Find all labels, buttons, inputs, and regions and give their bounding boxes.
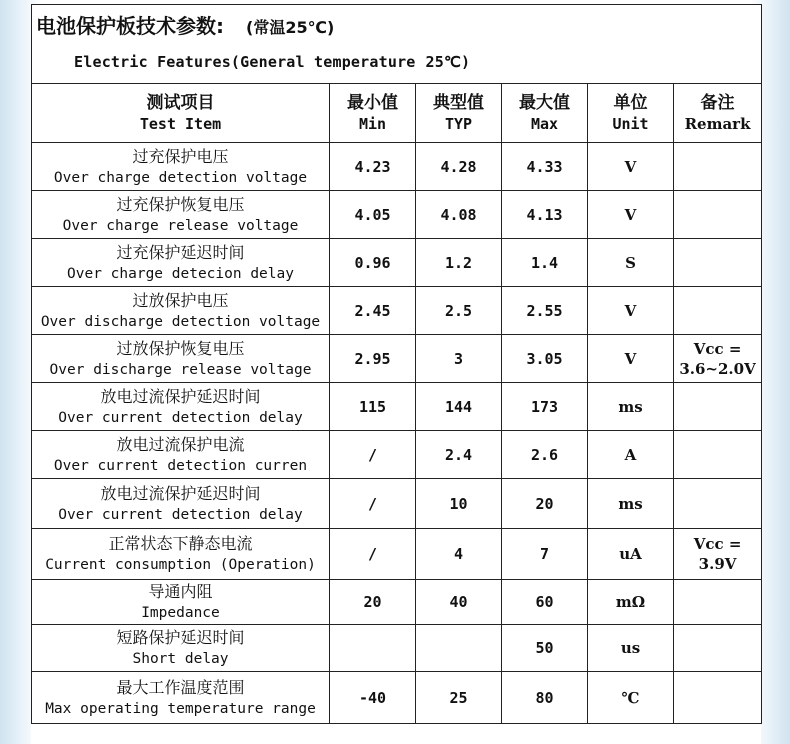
test-item-cell	[32, 287, 330, 335]
test-item-cn: 短路保护延迟时间	[116, 628, 245, 647]
remark-cell	[674, 580, 762, 625]
test-item-en: Over charge release voltage	[62, 217, 299, 234]
remark-cell	[674, 479, 762, 529]
typ-value: 2.5	[416, 287, 502, 335]
header-remark: 备注 Remark	[674, 84, 762, 143]
table-row	[32, 580, 762, 625]
header-typ: 典型值 TYP	[416, 84, 502, 143]
test-item-en: Short delay	[132, 651, 229, 667]
unit-value: ℃	[588, 672, 674, 724]
table-row	[32, 431, 762, 479]
remark-cell	[674, 529, 762, 580]
header-unit: 单位 Unit	[588, 84, 674, 143]
min-value: /	[330, 479, 416, 529]
min-value: /	[330, 529, 416, 580]
table-row	[32, 383, 762, 431]
unit-value: uA	[588, 529, 674, 580]
min-value: 2.45	[330, 287, 416, 335]
typ-value: 2.4	[416, 431, 502, 479]
test-item-cn: 最大工作温度范围	[116, 677, 245, 697]
table-row	[32, 335, 762, 383]
table-row	[32, 143, 762, 191]
test-item-cn: 过放保护恢复电压	[116, 338, 245, 358]
unit-value: S	[588, 239, 674, 287]
test-item-en: Over current detection delay	[58, 409, 303, 426]
test-item-cell	[32, 239, 330, 287]
test-item-en: Max operating temperature range	[45, 700, 316, 717]
title-row	[32, 5, 762, 84]
unit-value: us	[588, 625, 674, 672]
typ-value: 4	[416, 529, 502, 580]
typ-value: 10	[416, 479, 502, 529]
min-value: 2.95	[330, 335, 416, 383]
max-value: 60	[502, 580, 588, 625]
max-value: 173	[502, 383, 588, 431]
test-item-cell	[32, 335, 330, 383]
header-min: 最小值 Min	[330, 84, 416, 143]
test-item-en: Over charge detecion delay	[67, 265, 294, 282]
unit-value: ms	[588, 479, 674, 529]
min-value: /	[330, 431, 416, 479]
header-max: 最大值 Max	[502, 84, 588, 143]
min-value: 4.23	[330, 143, 416, 191]
table-row	[32, 239, 762, 287]
test-item-cell	[32, 580, 330, 625]
test-item-en: Over discharge detection voltage	[40, 313, 321, 330]
test-item-cn: 过充保护恢复电压	[116, 194, 245, 214]
remark-line-2: 3.6~2.0V	[679, 359, 756, 378]
min-value: 4.05	[330, 191, 416, 239]
test-item-cell	[32, 431, 330, 479]
document-title-en: Electric Features(General temperature 25℃)	[74, 53, 471, 71]
test-item-en: Over current detection curren	[53, 457, 308, 474]
typ-value	[416, 625, 502, 672]
table-row	[32, 479, 762, 529]
min-value: 0.96	[330, 239, 416, 287]
test-item-cell	[32, 529, 330, 580]
remark-line-2: 3.9V	[698, 555, 737, 573]
test-item-cell	[32, 191, 330, 239]
max-value: 20	[502, 479, 588, 529]
title-en-condition: 25℃)	[425, 53, 471, 71]
test-item-cn: 放电过流保护延迟时间	[100, 386, 261, 406]
spec-table	[31, 4, 762, 724]
table-row	[32, 191, 762, 239]
min-value	[330, 625, 416, 672]
remark-cell	[674, 431, 762, 479]
remark-cell	[674, 191, 762, 239]
unit-value: ms	[588, 383, 674, 431]
remark-cell	[674, 383, 762, 431]
test-item-en: Over charge detection voltage	[53, 169, 308, 186]
test-item-cell	[32, 143, 330, 191]
test-item-en: Over current detection delay	[58, 506, 303, 523]
test-item-cn: 导通内阻	[148, 582, 213, 601]
min-value: 20	[330, 580, 416, 625]
title-cell	[32, 5, 762, 84]
test-item-cn: 过充保护延迟时间	[116, 242, 245, 262]
max-value: 50	[502, 625, 588, 672]
test-item-en: Impedance	[141, 605, 220, 621]
unit-value: V	[588, 143, 674, 191]
remark-cell	[674, 335, 762, 383]
table-row	[32, 529, 762, 580]
remark-cell	[674, 239, 762, 287]
remark-line-1: Vcc =	[693, 339, 742, 358]
test-item-cell	[32, 672, 330, 724]
test-item-cn: 过放保护电压	[132, 290, 229, 310]
unit-value: A	[588, 431, 674, 479]
remark-line-1: Vcc =	[693, 535, 742, 553]
remark-cell	[674, 672, 762, 724]
header-row	[32, 84, 762, 143]
table-row	[32, 625, 762, 672]
unit-value: V	[588, 287, 674, 335]
max-value: 2.6	[502, 431, 588, 479]
min-value: -40	[330, 672, 416, 724]
max-value: 3.05	[502, 335, 588, 383]
typ-value: 40	[416, 580, 502, 625]
test-item-cn: 放电过流保护延迟时间	[100, 483, 261, 503]
document-title-cn: 电池保护板技术参数: (常温25℃)	[36, 14, 335, 38]
unit-value: V	[588, 191, 674, 239]
test-item-cell	[32, 383, 330, 431]
typ-value: 3	[416, 335, 502, 383]
test-item-cell	[32, 625, 330, 672]
title-cn-condition: (常温25℃)	[246, 18, 335, 37]
max-value: 80	[502, 672, 588, 724]
max-value: 1.4	[502, 239, 588, 287]
unit-value: V	[588, 335, 674, 383]
max-value: 2.55	[502, 287, 588, 335]
typ-value: 1.2	[416, 239, 502, 287]
test-item-en: Over discharge release voltage	[49, 361, 312, 378]
max-value: 4.13	[502, 191, 588, 239]
remark-cell	[674, 625, 762, 672]
table-row	[32, 287, 762, 335]
typ-value: 25	[416, 672, 502, 724]
typ-value: 4.28	[416, 143, 502, 191]
typ-value: 144	[416, 383, 502, 431]
header-test-item: 测试项目 Test Item	[32, 84, 330, 143]
remark-cell	[674, 287, 762, 335]
max-value: 4.33	[502, 143, 588, 191]
remark-cell	[674, 143, 762, 191]
unit-value: mΩ	[588, 580, 674, 625]
test-item-cn: 过充保护电压	[132, 146, 229, 166]
test-item-cell	[32, 479, 330, 529]
test-item-en: Current consumption (Operation)	[45, 557, 316, 573]
spec-sheet	[31, 4, 761, 744]
typ-value: 4.08	[416, 191, 502, 239]
max-value: 7	[502, 529, 588, 580]
test-item-cn: 正常状态下静态电流	[108, 534, 253, 553]
table-row	[32, 672, 762, 724]
test-item-cn: 放电过流保护电流	[116, 434, 245, 454]
min-value: 115	[330, 383, 416, 431]
